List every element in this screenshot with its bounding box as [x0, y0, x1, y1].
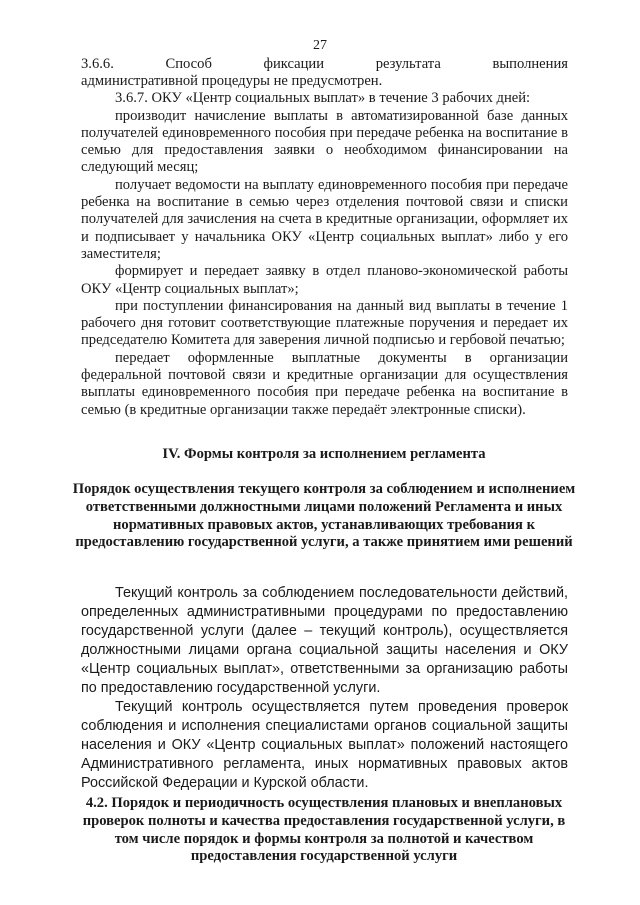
section-3-6-6-number: 3.6.6. — [81, 56, 114, 72]
section-3-6-7-item: получает ведомости на выплату единовременного пособия при передаче ребенка на воспитание в семью через отделения почтовой связи и списки получателей для зачисления на счета в кредитные организации, оформляет их и подписывает у начальника ОКУ «Центр социальных выплат» либо у его заместителя; — [81, 176, 568, 262]
section-3-6-7-intro: 3.6.7. ОКУ «Центр социальных выплат» в течение 3 рабочих дней: — [115, 90, 531, 107]
control-paragraph: Текущий контроль осуществляется путем проведения проверок соблюдения и исполнения специалистами органов социальной защиты населения и ОКУ «Центр социальных выплат» положений настоящего Административного регламента, иных нормативных правовых актов Российской Федерации и Курской области. — [81, 699, 568, 791]
subsection-current-control-title: Порядок осуществления текущего контроля за соблюдением и исполнением ответственными должностными лицами положений Регламента и иных нормативных правовых актов, устанавливающих требования к предоставлению государственной услуги, а также принятием ими решений — [72, 481, 576, 551]
section-3-6-6-continuation: административной процедуры не предусмотрен. — [81, 73, 383, 89]
page-number: 27 — [313, 38, 327, 53]
section-3-6-7-item: передает оформленные выплатные документы в организации федеральной почтовой связи и кредитные организации для осуществления выплаты единовременного пособия при передаче ребенка на воспитание в семью (в кредитные организации также передаёт электронные списки). — [81, 349, 568, 418]
subsection-4-2-title: 4.2. Порядок и периодичность осуществления плановых и внеплановых проверок полноты и качества предоставления государственной услуги, в том числе порядок и формы контроля за полнотой и качеством предоставления государственной услуги — [82, 795, 566, 865]
section-3-6-7-item: при поступлении финансирования на данный вид выплаты в течение 1 рабочего дня готовит соответствующие платежные поручения и передает их председателю Комитета для заверения личной подписью и гербовой печатью; — [81, 297, 568, 349]
current-control-text — [81, 584, 568, 793]
word-fiksatsii: фиксации — [263, 56, 325, 72]
word-vypolneniya: выполнения — [492, 56, 568, 72]
section-3-6-6-and-3-6-7 — [81, 73, 568, 419]
section-4-title: IV. Формы контроля за исполнением регламента — [162, 446, 486, 462]
word-rezultata: результата — [375, 56, 441, 72]
word-sposob: Способ — [165, 56, 212, 72]
section-3-6-6-first-line — [81, 56, 568, 73]
section-3-6-7-item: производит начисление выплаты в автоматизированной базе данных получателей единовременного пособия при передаче ребенка на воспитание в семью для предоставления заявки о необходимом финансировании на следующий месяц; — [81, 107, 568, 176]
section-3-6-7-item: формирует и передает заявку в отдел планово-экономической работы ОКУ «Центр социальных выплат»; — [81, 263, 568, 297]
control-paragraph: Текущий контроль за соблюдением последовательности действий, определенных административными процедурами по предоставлению государственной услуги (далее – текущий контроль), осуществляется должностными лицами органа социальной защиты населения и ОКУ «Центр социальных выплат», ответственными за организацию работы по предоставлению государственной услуги. — [81, 585, 568, 696]
